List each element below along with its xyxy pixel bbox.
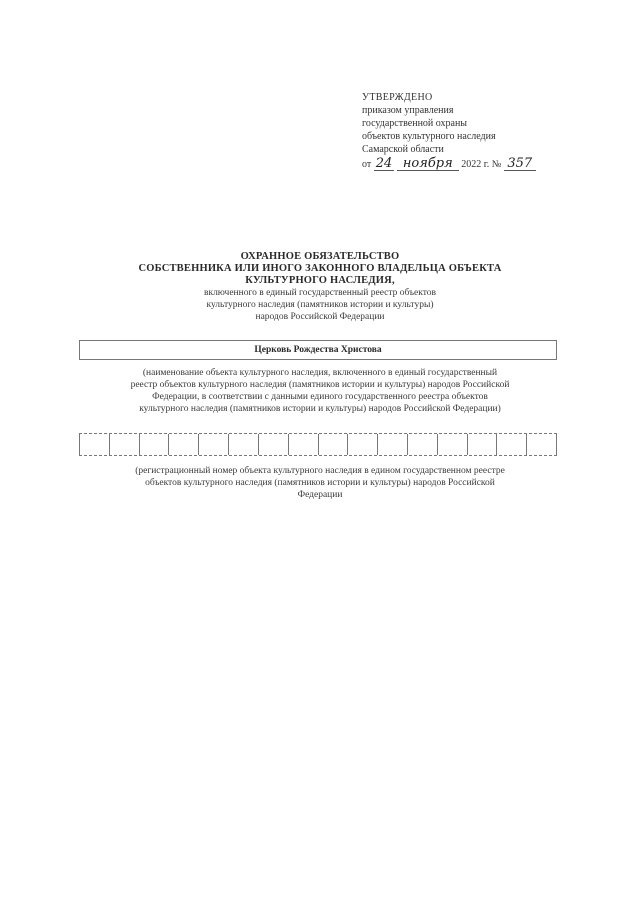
registration-digit-cell bbox=[438, 434, 468, 455]
approval-line: Самарской области bbox=[362, 144, 444, 155]
caption-line: объектов культурного наследия (памятников истории и культуры) народов Российской bbox=[145, 478, 495, 488]
registration-digit-cell bbox=[199, 434, 229, 455]
registration-digit-cell bbox=[229, 434, 259, 455]
registration-number-grid bbox=[79, 433, 557, 456]
caption-line: (наименование объекта культурного наследия, включенного в единый государственный bbox=[142, 368, 498, 378]
title-line: ОХРАННОЕ ОБЯЗАТЕЛЬСТВО bbox=[240, 251, 400, 262]
approval-stamp bbox=[362, 91, 592, 174]
approval-line: объектов культурного наследия bbox=[362, 131, 496, 142]
caption-line: реестр объектов культурного наследия (памятников истории и культуры) народов Российской bbox=[130, 380, 510, 390]
registration-digit-cell bbox=[80, 434, 110, 455]
registration-digit-cell bbox=[140, 434, 170, 455]
title-line: КУЛЬТУРНОГО НАСЛЕДИЯ, bbox=[245, 275, 395, 286]
object-name-caption bbox=[90, 367, 550, 415]
handwritten-day: 24 bbox=[375, 156, 393, 171]
registration-digit-cell bbox=[408, 434, 438, 455]
registration-digit-cell bbox=[527, 434, 557, 455]
handwritten-month: ноября bbox=[397, 158, 459, 171]
date-prefix: от bbox=[362, 159, 372, 170]
registration-number-caption bbox=[90, 465, 550, 501]
approval-line: приказом управления bbox=[362, 105, 454, 116]
registration-digit-cell bbox=[259, 434, 289, 455]
subtitle-line: народов Российской Федерации bbox=[255, 312, 385, 322]
registration-digit-cell bbox=[378, 434, 408, 455]
caption-line: (регистрационный номер объекта культурного наследия в едином государственном реестре bbox=[135, 466, 505, 476]
registration-digit-cell bbox=[110, 434, 140, 455]
registration-digit-cell bbox=[348, 434, 378, 455]
subtitle-line: культурного наследия (памятников истории и культуры) bbox=[206, 300, 434, 310]
approval-heading: УТВЕРЖДЕНО bbox=[362, 92, 433, 103]
approval-line: государственной охраны bbox=[362, 118, 468, 129]
registration-digit-cell bbox=[468, 434, 498, 455]
registration-digit-cell bbox=[289, 434, 319, 455]
object-name-box: Церковь Рождества Христова bbox=[79, 340, 557, 360]
subtitle-line: включенного в единый государственный реестр объектов bbox=[203, 288, 437, 298]
handwritten-order-number: 357 bbox=[504, 158, 536, 171]
year-and-number-label: 2022 г. № bbox=[461, 159, 502, 170]
approval-date-line bbox=[362, 158, 592, 174]
registration-digit-cell bbox=[497, 434, 527, 455]
document-title bbox=[80, 251, 560, 323]
caption-line: Федерации, в соответствии с данными единого государственного реестра объектов bbox=[152, 392, 488, 402]
title-line: СОБСТВЕННИКА ИЛИ ИНОГО ЗАКОННОГО ВЛАДЕЛЬЦА ОБЪЕКТА bbox=[138, 263, 502, 274]
registration-digit-cell bbox=[169, 434, 199, 455]
registration-digit-cell bbox=[319, 434, 349, 455]
caption-line: культурного наследия (памятников истории и культуры) народов Российской Федерации) bbox=[139, 404, 501, 414]
caption-line: Федерации bbox=[297, 490, 343, 500]
